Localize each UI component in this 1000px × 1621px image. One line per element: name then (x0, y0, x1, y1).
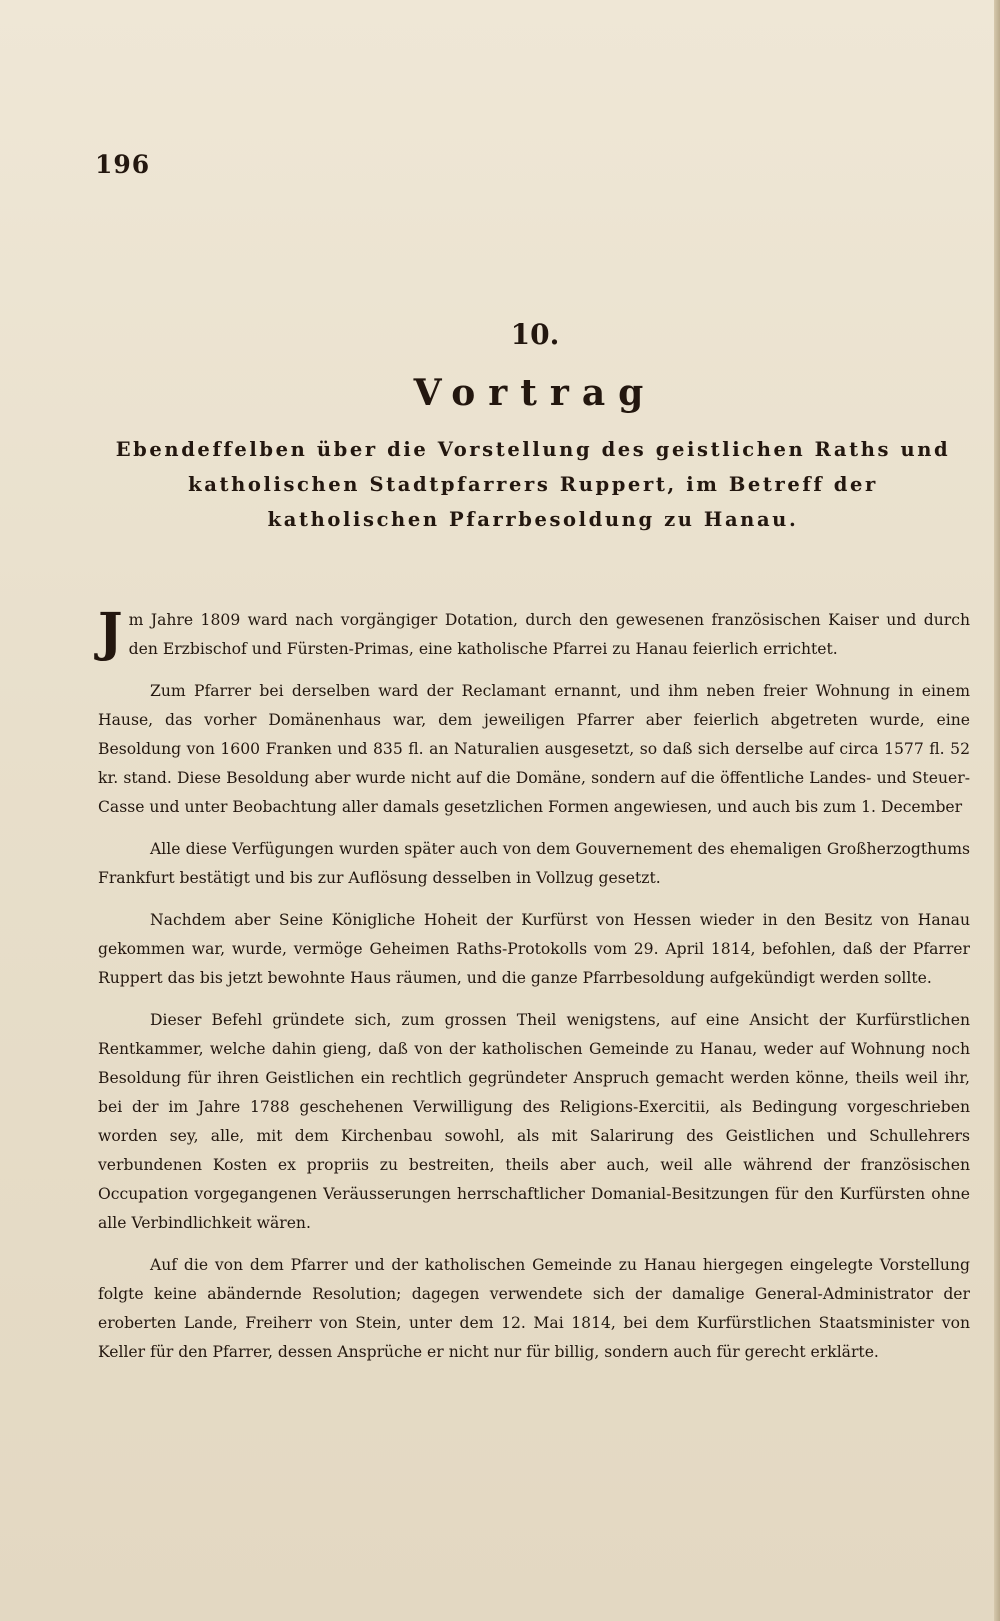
paragraph-6: Auf die von dem Pfarrer und der katholischen Gemeinde zu Hanau hiergegen eingelegte Vorstellung folgte keine abändernde Resolution; dagegen verwendete sich der damalige General-Administrator der eroberten Lande, Freiherr von Stein, unter dem 12. Mai 1814, bei dem Kurfürstlichen Staatsminister von Keller für den Pfarrer, dessen Ansprüche er nicht nur für billig, sondern auch für gerecht erklärte. (98, 1256, 970, 1361)
page-number: 196 (95, 150, 151, 179)
paragraph-2: Zum Pfarrer bei derselben ward der Reclamant ernannt, und ihm neben freier Wohnung in einem Hause, das vorher Domänenhaus war, dem jeweiligen Pfarrer aber feierlich abgetreten wurde, eine Besoldung von 1600 Franken und 835 fl. an Naturalien ausgesetzt, so daß sich derselbe auf circa 1577 fl. 52 kr. stand. Diese Besoldung aber wurde nicht auf die Domäne, sondern auf die öffentliche Landes- und Steuer-Casse und unter Beobachtung aller damals gesetzlichen Formen angewiesen, und auch bis zum 1. December (98, 682, 970, 816)
paragraph-1 (98, 602, 970, 664)
section-subtitle: Ebendeffelben über die Vorstellung des geistlichen Raths und katholischen Stadtpfarrers Ruppert, im Betreff der katholischen Pfarrbesoldung zu Hanau. (115, 438, 951, 531)
paragraph-5: Dieser Befehl gründete sich, zum grossen Theil wenigstens, auf eine Ansicht der Kurfürstlichen Rentkammer, welche dahin gieng, daß von der katholischen Gemeinde zu Hanau, weder auf Wohnung noch Besoldung für ihren Geistlichen ein rechtlich gegründeter Anspruch gemacht werden könne, theils weil ihr, bei der im Jahre 1788 geschehenen Verwilligung des Religions-Exercitii, als Bedingung vorgeschrieben worden sey, alle, mit dem Kirchenbau sowohl, als mit Salarirung des Geistlichen und Schullehrers verbundenen Kosten ex propriis zu bestreiten, theils aber auch, weil alle während der französischen Occupation vorgegangenen Veräusserungen herrschaftlicher Domanial-Besitzungen für den Kurfürsten ohne alle Verbindlichkeit wären. (98, 1011, 970, 1232)
paragraph-3: Alle diese Verfügungen wurden später auch von dem Gouvernement des ehemaligen Großherzogthums Frankfurt bestätigt und bis zur Auflösung desselben in Vollzug gesetzt. (98, 840, 970, 887)
page-edge (994, 0, 1000, 1621)
section-number: 10. (510, 318, 560, 351)
body-text (98, 602, 970, 1380)
drop-cap: J (98, 602, 123, 663)
paragraph-1-text: m Jahre 1809 ward nach vorgängiger Dotation, durch den gewesenen französischen Kaiser und durch den Erzbischof und Fürsten-Primas, eine katholische Pfarrei zu Hanau feierlich errichtet. (128, 611, 970, 658)
section-title: Vortrag (413, 372, 657, 414)
paragraph-4: Nachdem aber Seine Königliche Hoheit der Kurfürst von Hessen wieder in den Besitz von Hanau gekommen war, wurde, vermöge Geheimen Raths-Protokolls vom 29. April 1814, befohlen, daß der Pfarrer Ruppert das bis jetzt bewohnte Haus räumen, und die ganze Pfarrbesoldung aufgekündigt werden sollte. (98, 911, 970, 987)
